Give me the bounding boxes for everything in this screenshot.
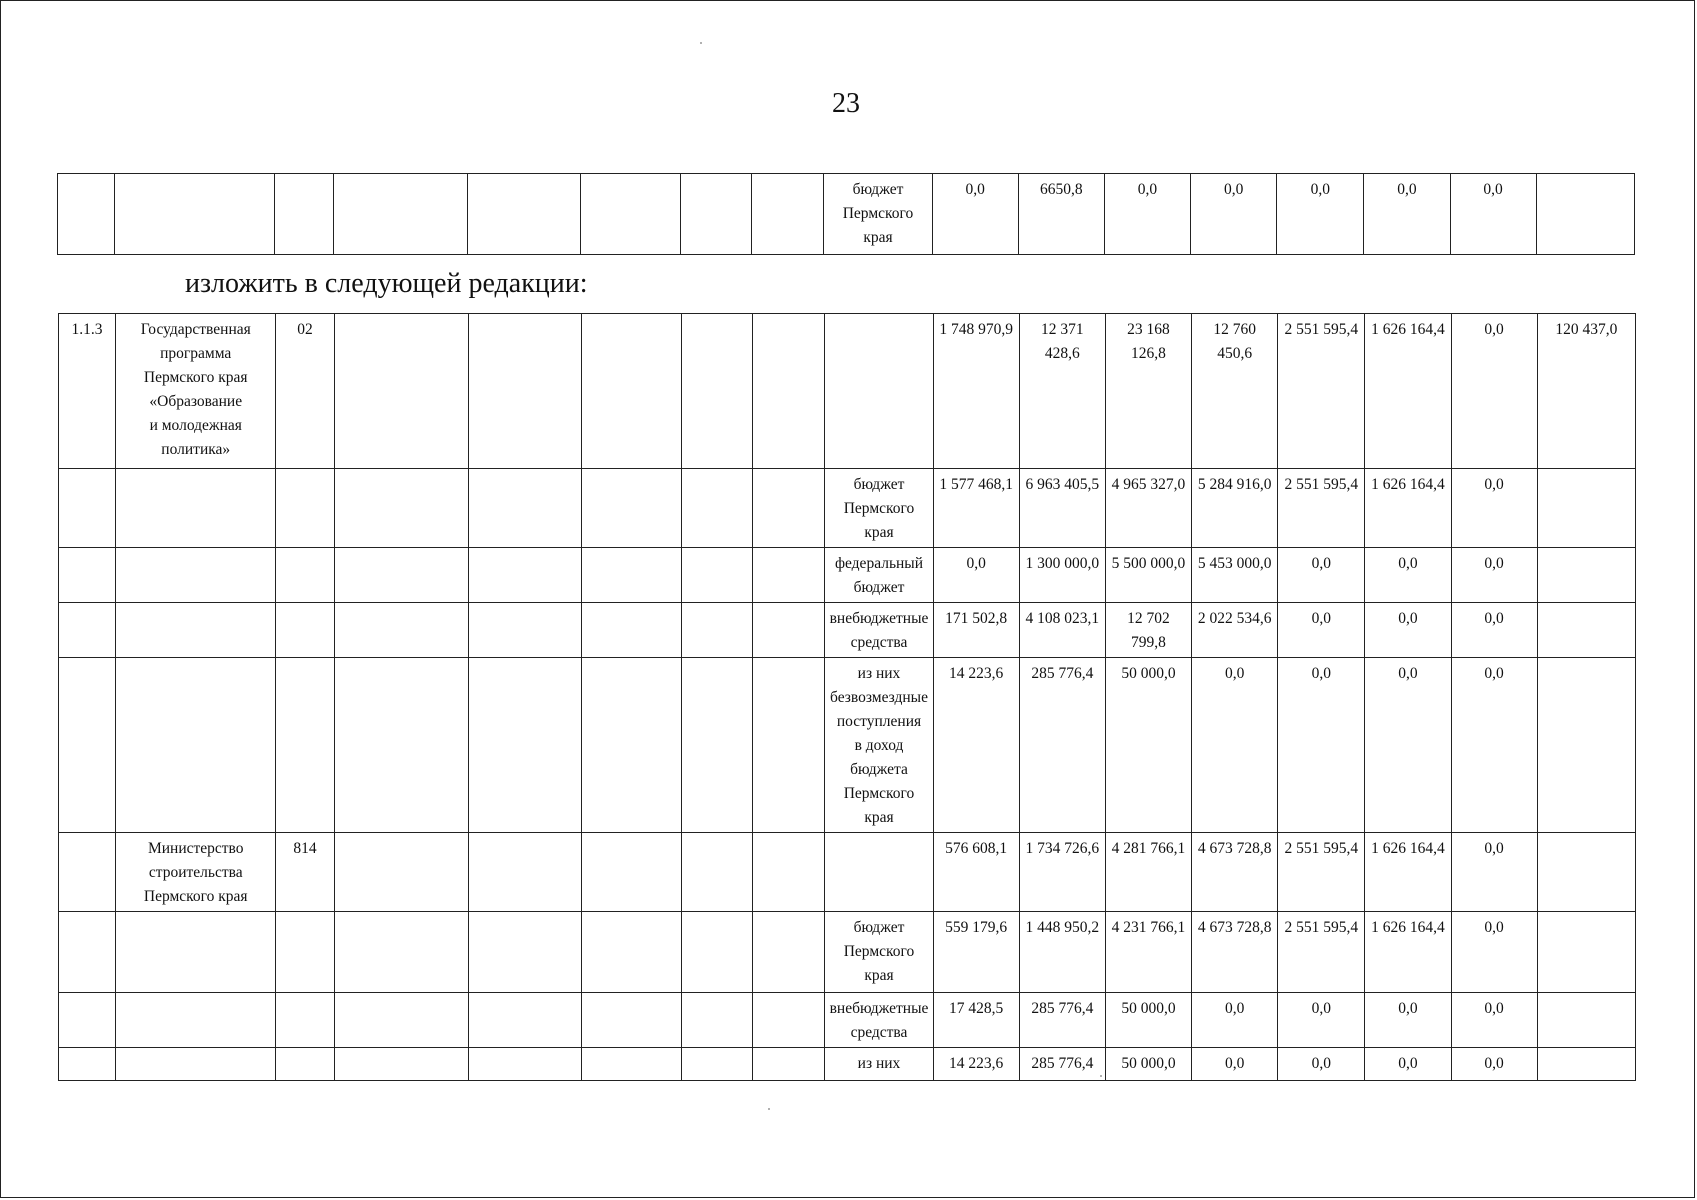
table-cell (1537, 658, 1635, 833)
table-cell (753, 1048, 825, 1081)
table-cell (581, 833, 681, 912)
table-cell (116, 603, 276, 658)
table-cell (334, 603, 468, 658)
table-cell: из них (825, 1048, 933, 1081)
table-cell: 0,0 (1451, 548, 1537, 603)
table-cell (1537, 548, 1635, 603)
table-cell (334, 548, 468, 603)
table-cell: 0,0 (1278, 1048, 1365, 1081)
page-number-text: 23 (832, 88, 860, 119)
table-cell: 50 000,0 (1105, 1048, 1191, 1081)
table-cell (753, 833, 825, 912)
table-cell (59, 912, 116, 993)
table-cell: 0,0 (1451, 469, 1537, 548)
table-row (59, 548, 1636, 603)
top-table-cell (580, 174, 680, 255)
table-cell (753, 314, 825, 469)
table-cell: внебюджетные средства (825, 603, 933, 658)
table-cell (334, 658, 468, 833)
table-cell (581, 548, 681, 603)
table-cell: 1 626 164,4 (1365, 314, 1451, 469)
table-cell: 4 281 766,1 (1105, 833, 1191, 912)
table-cell: 0,0 (1451, 993, 1537, 1048)
table-cell (276, 993, 334, 1048)
top-table (57, 173, 1635, 255)
table-cell (59, 833, 116, 912)
table-cell: 50 000,0 (1105, 658, 1191, 833)
table-cell (682, 469, 753, 548)
table-cell: 12 702 799,8 (1105, 603, 1191, 658)
table-cell (59, 993, 116, 1048)
top-table-row (58, 174, 1635, 255)
table-cell: 4 231 766,1 (1105, 912, 1191, 993)
scan-speck (768, 1108, 770, 1110)
table-cell: 1 748 970,9 (933, 314, 1019, 469)
table-cell: 2 022 534,6 (1192, 603, 1278, 658)
table-cell: 2 551 595,4 (1278, 833, 1365, 912)
table-cell (59, 1048, 116, 1081)
table-cell: 171 502,8 (933, 603, 1019, 658)
table-cell: 1 626 164,4 (1365, 469, 1451, 548)
table-cell (682, 833, 753, 912)
table-cell (276, 548, 334, 603)
table-cell (581, 603, 681, 658)
intro-text: изложить в следующей редакции: (185, 268, 588, 299)
table-cell (753, 469, 825, 548)
table-cell: 12 760 450,6 (1192, 314, 1278, 469)
table-cell: 02 (276, 314, 334, 469)
table-cell: 285 776,4 (1019, 1048, 1105, 1081)
table-cell (1537, 993, 1635, 1048)
table-cell (276, 603, 334, 658)
table-row (59, 912, 1636, 993)
table-cell (59, 603, 116, 658)
table-cell: 0,0 (1365, 548, 1451, 603)
table-cell (116, 912, 276, 993)
table-cell: 0,0 (933, 548, 1019, 603)
table-cell: 0,0 (1278, 993, 1365, 1048)
table-cell (682, 993, 753, 1048)
table-cell: 0,0 (1451, 1048, 1537, 1081)
top-table-cell: 0,0 (932, 174, 1018, 255)
table-cell: 0,0 (1365, 603, 1451, 658)
table-cell: 576 608,1 (933, 833, 1019, 912)
table-cell (276, 658, 334, 833)
top-table-cell (275, 174, 333, 255)
table-cell: 23 168 126,8 (1105, 314, 1191, 469)
table-cell (59, 548, 116, 603)
table-cell (581, 658, 681, 833)
table-cell: 2 551 595,4 (1278, 912, 1365, 993)
top-table-cell: 0,0 (1191, 174, 1277, 255)
table-cell: 1 300 000,0 (1019, 548, 1105, 603)
table-cell (1537, 603, 1635, 658)
main-table-body (59, 314, 1636, 1081)
table-cell: 4 108 023,1 (1019, 603, 1105, 658)
table-cell: 0,0 (1192, 993, 1278, 1048)
top-table-cell (1536, 174, 1634, 255)
table-cell (682, 314, 753, 469)
table-cell: 0,0 (1365, 658, 1451, 833)
table-cell (1537, 833, 1635, 912)
scan-speck (700, 42, 702, 44)
table-cell: 1 448 950,2 (1019, 912, 1105, 993)
table-cell (753, 912, 825, 993)
table-cell (334, 833, 468, 912)
table-cell (581, 314, 681, 469)
table-cell (59, 469, 116, 548)
table-row (59, 658, 1636, 833)
table-cell: 0,0 (1451, 658, 1537, 833)
table-row (59, 314, 1636, 469)
table-cell: 0,0 (1278, 658, 1365, 833)
table-cell (825, 833, 933, 912)
table-cell (334, 469, 468, 548)
table-cell: 2 551 595,4 (1278, 314, 1365, 469)
table-cell (116, 548, 276, 603)
table-cell (334, 314, 468, 469)
table-cell (468, 658, 581, 833)
table-cell (116, 993, 276, 1048)
table-cell: 12 371 428,6 (1019, 314, 1105, 469)
top-table-body (58, 174, 1635, 255)
top-table-cell: 0,0 (1364, 174, 1450, 255)
table-cell: 14 223,6 (933, 1048, 1019, 1081)
table-cell (682, 1048, 753, 1081)
table-cell (581, 993, 681, 1048)
table-cell (682, 658, 753, 833)
table-row (59, 1048, 1636, 1081)
table-cell: 1 626 164,4 (1365, 833, 1451, 912)
top-table-cell (58, 174, 115, 255)
top-table-cell: 0,0 (1277, 174, 1364, 255)
table-cell (334, 993, 468, 1048)
table-cell: 2 551 595,4 (1278, 469, 1365, 548)
table-cell: 1 734 726,6 (1019, 833, 1105, 912)
table-row (59, 993, 1636, 1048)
table-cell: 0,0 (1192, 658, 1278, 833)
table-cell (682, 548, 753, 603)
table-cell (682, 912, 753, 993)
top-table-cell: бюджет Пермского края (824, 174, 932, 255)
table-cell (116, 1048, 276, 1081)
table-cell (682, 603, 753, 658)
table-cell: 5 500 000,0 (1105, 548, 1191, 603)
top-table-cell (333, 174, 467, 255)
table-cell (276, 469, 334, 548)
table-cell: 14 223,6 (933, 658, 1019, 833)
table-cell: 17 428,5 (933, 993, 1019, 1048)
table-cell (468, 833, 581, 912)
table-cell (581, 1048, 681, 1081)
table-cell: 559 179,6 (933, 912, 1019, 993)
table-cell: бюджет Пермского края (825, 912, 933, 993)
table-cell (581, 912, 681, 993)
table-cell (276, 1048, 334, 1081)
table-cell: 0,0 (1278, 603, 1365, 658)
table-cell (753, 993, 825, 1048)
table-cell: 5 453 000,0 (1192, 548, 1278, 603)
table-cell (825, 314, 933, 469)
table-row (59, 603, 1636, 658)
table-cell (276, 912, 334, 993)
scan-speck (1100, 1075, 1102, 1077)
table-cell: 1 577 468,1 (933, 469, 1019, 548)
table-cell: 814 (276, 833, 334, 912)
table-cell: 0,0 (1365, 993, 1451, 1048)
table-cell (334, 912, 468, 993)
table-cell: 0,0 (1278, 548, 1365, 603)
table-cell: 4 965 327,0 (1105, 469, 1191, 548)
table-cell: 0,0 (1451, 603, 1537, 658)
table-cell: 1.1.3 (59, 314, 116, 469)
table-cell: бюджет Пермского края (825, 469, 933, 548)
top-table-cell (115, 174, 275, 255)
table-cell: 285 776,4 (1019, 658, 1105, 833)
top-table-cell: 0,0 (1104, 174, 1190, 255)
table-cell (59, 658, 116, 833)
table-cell: 0,0 (1451, 912, 1537, 993)
table-cell: из них безвозмездные поступления в доход бюджета Пермского края (825, 658, 933, 833)
table-cell: 4 673 728,8 (1192, 833, 1278, 912)
table-cell (753, 658, 825, 833)
top-table-cell (467, 174, 580, 255)
table-cell (334, 1048, 468, 1081)
table-cell: 285 776,4 (1019, 993, 1105, 1048)
top-table-cell: 0,0 (1450, 174, 1536, 255)
table-cell (1537, 1048, 1635, 1081)
table-cell (116, 469, 276, 548)
table-cell (468, 912, 581, 993)
main-table (58, 313, 1636, 1081)
table-cell (1537, 469, 1635, 548)
table-cell: 0,0 (1192, 1048, 1278, 1081)
table-cell (753, 548, 825, 603)
table-cell: 0,0 (1451, 833, 1537, 912)
table-cell (753, 603, 825, 658)
table-cell (468, 469, 581, 548)
table-cell: 0,0 (1451, 314, 1537, 469)
table-cell: 50 000,0 (1105, 993, 1191, 1048)
table-cell: 120 437,0 (1537, 314, 1635, 469)
table-row (59, 833, 1636, 912)
table-cell: федеральный бюджет (825, 548, 933, 603)
table-cell (468, 993, 581, 1048)
top-table-cell: 6650,8 (1018, 174, 1104, 255)
table-cell (581, 469, 681, 548)
table-cell (1537, 912, 1635, 993)
top-table-cell (681, 174, 752, 255)
table-cell: 5 284 916,0 (1192, 469, 1278, 548)
table-cell: 4 673 728,8 (1192, 912, 1278, 993)
table-cell (468, 314, 581, 469)
top-table-cell (752, 174, 824, 255)
table-cell (468, 1048, 581, 1081)
table-cell: Государственная программа Пермского края «Образование и молодежная политика» (116, 314, 276, 469)
table-cell: внебюджетные средства (825, 993, 933, 1048)
table-cell (468, 548, 581, 603)
table-cell: Министерство строительства Пермского края (116, 833, 276, 912)
table-row (59, 469, 1636, 548)
table-cell: 6 963 405,5 (1019, 469, 1105, 548)
table-cell: 0,0 (1365, 1048, 1451, 1081)
table-cell: 1 626 164,4 (1365, 912, 1451, 993)
table-cell (116, 658, 276, 833)
table-cell (468, 603, 581, 658)
